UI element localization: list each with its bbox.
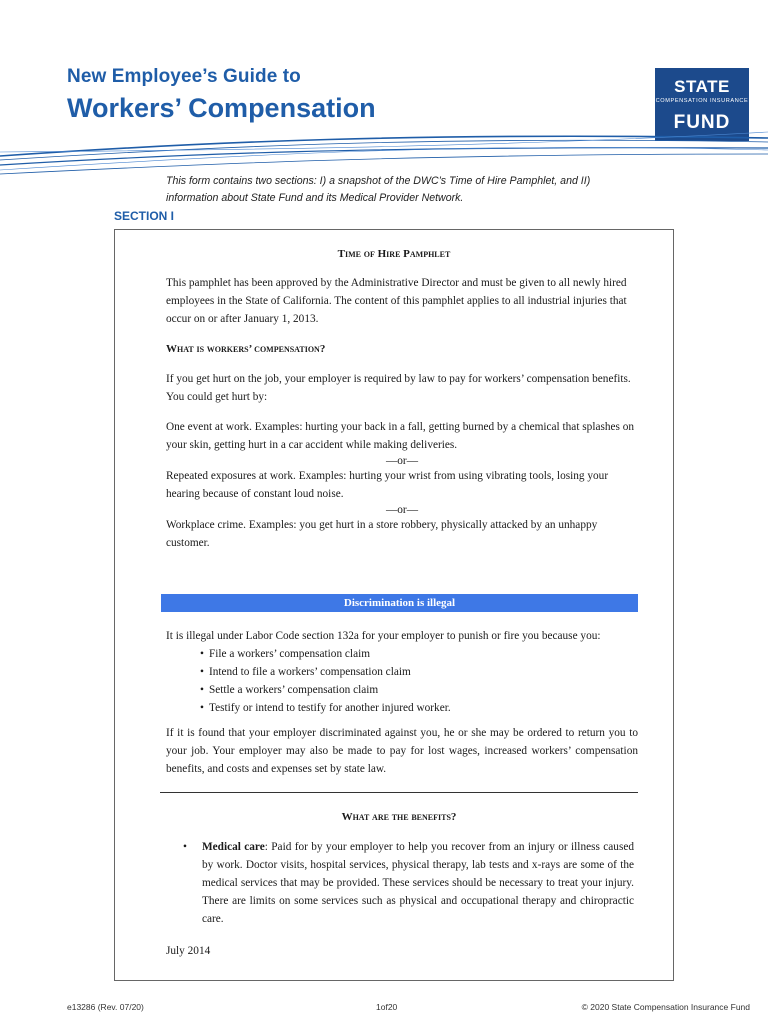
pamphlet-intro: This pamphlet has been approved by the Administrative Director and must be given to all newly hired employees in the State of California. The content of this pamphlet applies to all industrial injuries that occur on or after January 1, 2013. [166,277,627,325]
or-separator: —or— [385,455,418,467]
medical-care-text: : Paid for by your employer to help you recover from an injury or illness caused by work. Doctor visits, hospital services, physical therapy, lab tests and x-rays are some of the medical services that may be provided. These services should be necessary to treat your injury. There are limits on some services such as physical and occupational therapy and chiropractic care. [202,841,635,925]
benefits-heading: What are the benefits? [341,811,457,823]
guide-title-line1: New Employee’s Guide to [67,66,301,87]
list-item: • Testify or intend to testify for another injured worker. [200,699,638,717]
medical-care-item [202,838,634,928]
discrimination-list [200,645,638,717]
header-swoosh-decoration [0,124,768,180]
logo-state-text: STATE [674,77,730,96]
medical-care-label: Medical care [202,841,265,853]
copyright: © 2020 State Compensation Insurance Fund [581,1002,750,1012]
discrimination-paragraph: If it is found that your employer discriminated against you, he or she may be ordered to return you to your job. Your employer may also be made to pay for lost wages, increased workers’ compensation benefits, and costs and expenses set by state law. [166,727,638,775]
logo-subtitle-text: COMPENSATION INSURANCE [655,98,749,104]
what-is-heading: What is workers’ compensation? [166,343,326,355]
section-divider [160,792,638,793]
example-one-event: One event at work. Examples: hurting your back in a fall, getting burned by a chemical that splashes on your skin, getting hurt in a car accident while making deliveries. [166,421,635,451]
pamphlet-title: Time of Hire Pamphlet [337,248,451,260]
bullet-icon: • [183,841,187,853]
discrimination-heading-bar: Discrimination is illegal [161,594,638,612]
form-intro-text: This form contains two sections: I) a snapshot of the DWC’s Time of Hire Pamphlet, and II) information about State Fund and its Medical Provider Network. [166,175,591,204]
pamphlet-date: July 2014 [166,945,211,957]
section-label: SECTION I [114,209,175,223]
guide-title-line2: Workers’ Compensation [67,93,376,123]
logo-fund-text: FUND [673,112,731,133]
list-item: • File a workers’ compensation claim [200,645,638,663]
example-workplace-crime: Workplace crime. Examples: you get hurt in a store robbery, physically attacked by an unhappy customer. [166,519,598,549]
list-item: • Settle a workers’ compensation claim [200,681,638,699]
page-number: 1of20 [376,1002,398,1012]
or-separator: —or— [385,504,418,516]
discrimination-intro: It is illegal under Labor Code section 132a for your employer to punish or fire you because you: [166,630,601,642]
form-id: e13286 (Rev. 07/20) [67,1002,144,1012]
what-is-paragraph: If you get hurt on the job, your employer is required by law to pay for workers’ compensation benefits. You could get hurt by: [166,373,631,403]
example-repeated-exposure: Repeated exposures at work. Examples: hurting your wrist from using vibrating tools, losing your hearing because of constant loud noise. [166,470,609,500]
list-item: • Intend to file a workers’ compensation claim [200,663,638,681]
